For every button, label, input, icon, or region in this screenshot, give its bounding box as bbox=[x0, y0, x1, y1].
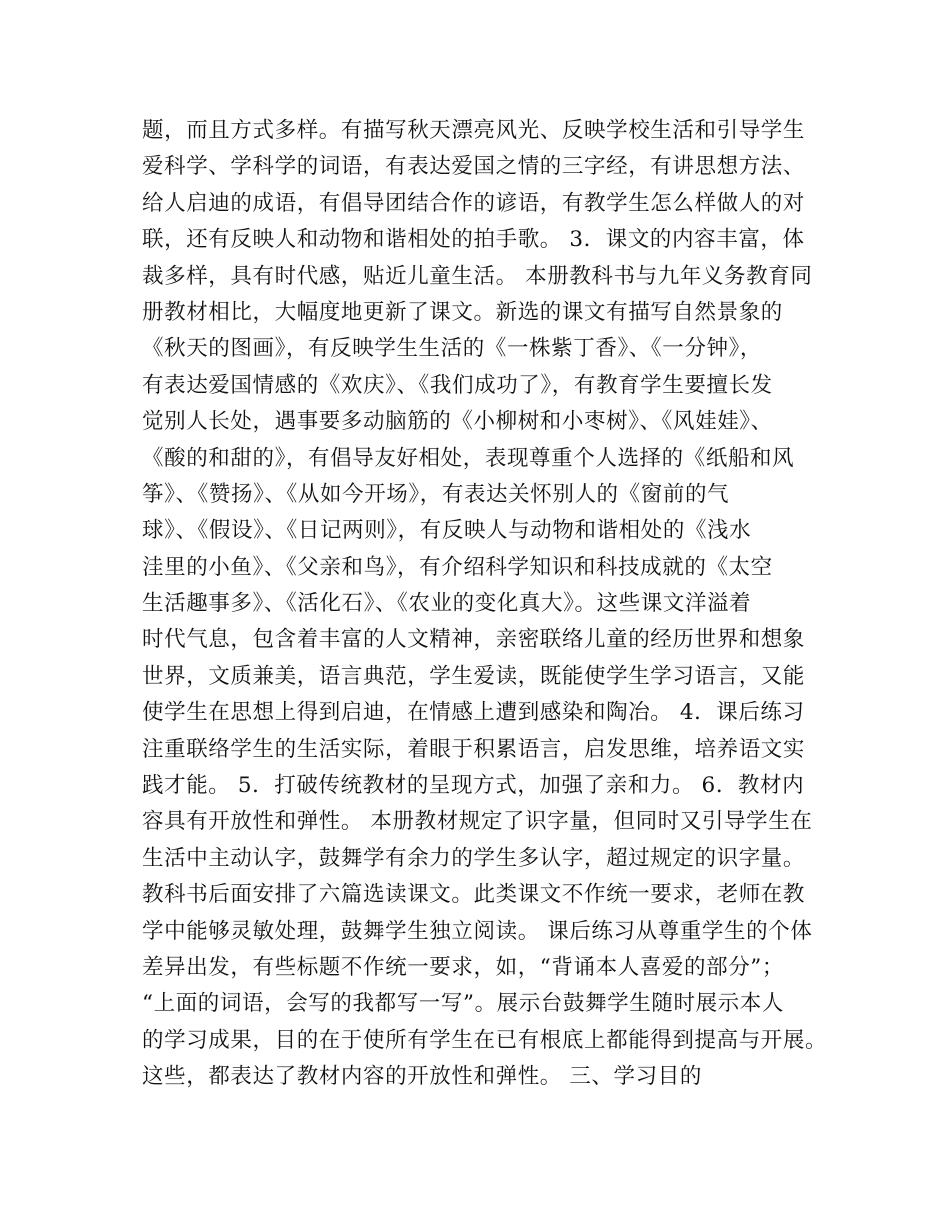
text-line: 题，而且方式多样。有描写秋天漂亮风光、反映学校生活和引导学生 bbox=[142, 118, 806, 143]
text-line: 裁多样，具有时代感，贴近儿童生活。 本册教科书与九年义务教育同 bbox=[142, 263, 813, 289]
text-line: 生活趣事多》、《活化石》、《农业的变化真大》。这些课文洋溢着 bbox=[142, 591, 752, 617]
text-line: 差异出发，有些标题不作统一要求，如，“背诵本人喜爱的部分”； bbox=[142, 954, 784, 980]
text-line: 的学习成果，目的在于使所有学生在已有根底上都能得到提高与开展。 bbox=[142, 1027, 828, 1053]
text-line: 使学生在思想上得到启迪，在情感上遭到感染和陶冶。 4．课后练习 bbox=[142, 700, 805, 726]
text-line: 容具有开放性和弹性。 本册教材规定了识字量，但同时又引导学生在 bbox=[142, 809, 813, 835]
text-line: 筝》、《赞扬》、《从如今开场》，有表达关怀别人的《窗前的气 bbox=[142, 481, 730, 507]
text-line: 注重联络学生的生活实际，着眼于积累语言，启发思维，培养语文实 bbox=[142, 736, 806, 762]
text-line: 《酸的和甜的》，有倡导友好相处，表现尊重个人选择的《纸船和风 bbox=[142, 445, 795, 471]
text-line: 联，还有反映人和动物和谐相处的拍手歌。 3．课文的内容丰富，体 bbox=[142, 227, 805, 253]
text-line: 有表达爱国情感的《欢庆》、《我们成功了》，有教育学生要擅长发 bbox=[142, 372, 773, 398]
text-line: 教科书后面安排了六篇选读课文。此类课文不作统一要求，老师在教 bbox=[142, 882, 806, 908]
body-text bbox=[142, 113, 832, 1096]
text-line: 爱科学、学科学的词语，有表达爱国之情的三字经，有讲思想方法、 bbox=[142, 154, 806, 180]
text-line: 球》、《假设》、《日记两则》，有反映人与动物和谐相处的《浅水 bbox=[142, 518, 752, 544]
text-line: 觉别人长处，遇事要多动脑筋的《小柳树和小枣树》、《风娃娃》、 bbox=[142, 409, 773, 435]
text-line: 册教材相比，大幅度地更新了课文。新选的课文有描写自然景象的 bbox=[142, 299, 783, 325]
text-line: 给人启迪的成语，有倡导团结合作的谚语，有教学生怎么样做人的对 bbox=[142, 190, 806, 216]
text-line: 学中能够灵敏处理，鼓舞学生独立阅读。 课后练习从尊重学生的个体 bbox=[142, 918, 813, 944]
text-line: “上面的词语，会写的我都写一写”。展示台鼓舞学生随时展示本人 bbox=[142, 991, 784, 1017]
text-line: 《秋天的图画》，有反映学生生活的《一株紫丁香》、《一分钟》， bbox=[142, 336, 763, 362]
text-line: 世界，文质兼美，语言典范，学生爱读，既能使学生学习语言，又能 bbox=[142, 663, 806, 689]
text-line: 洼里的小鱼》、《父亲和鸟》，有介绍科学知识和科技成就的《太空 bbox=[142, 554, 773, 580]
text-line: 生活中主动认字，鼓舞学有余力的学生多认字，超过规定的识字量。 bbox=[142, 845, 806, 871]
text-line: 这些，都表达了教材内容的开放性和弹性。 三、学习目的 bbox=[142, 1064, 702, 1090]
text-line: 时代气息，包含着丰富的人文精神，亲密联络儿童的经历世界和想象 bbox=[142, 627, 806, 653]
text-line: 践才能。 5．打破传统教材的呈现方式，加强了亲和力。 6．教材内 bbox=[142, 773, 805, 799]
